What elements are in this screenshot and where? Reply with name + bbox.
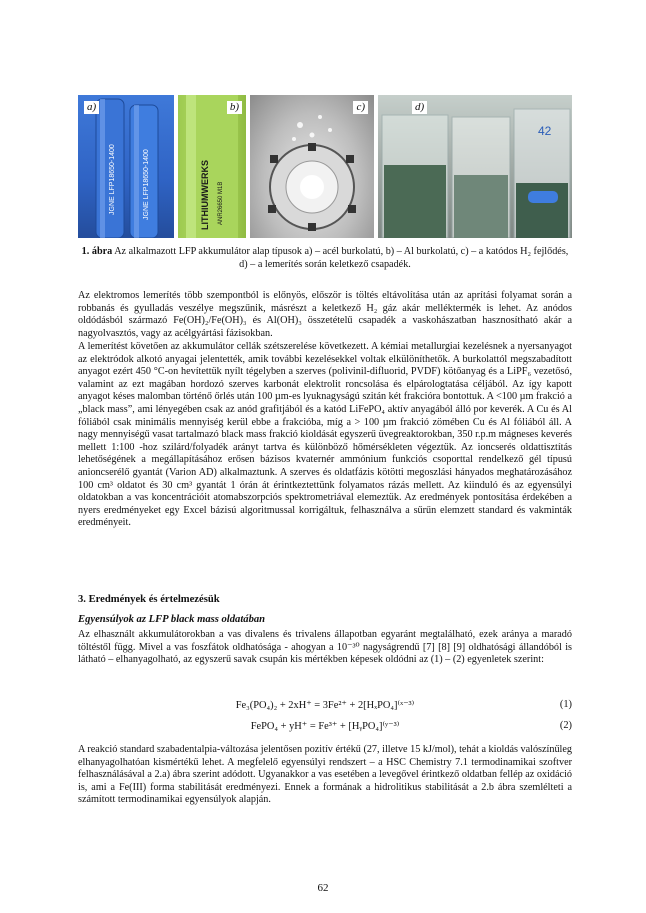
subsection-heading: Egyensúlyok az LFP black mass oldatában [78,614,266,625]
figure-1 [78,95,572,238]
paragraph-disassembly [78,341,572,530]
equation-2 [78,720,572,734]
paragraph-thermodynamics [78,744,572,807]
svg-text:JGNE LFP18650-1400: JGNE LFP18650-1400 [109,144,116,215]
equation-expression: FePO₄ + yH⁺ = Fe³⁺ + [HᵧPO₄]⁽ʸ⁻³⁾ [250,721,400,732]
panel-tag-c: c) [353,101,368,114]
hydrogen-evolution-illustration [250,95,374,238]
paragraph-text: Az elhasznált akkumulátorokban a vas divalens és trivalens állapotban egyaránt megtalálható, ezek aránya a maradó töltéstől függ. Mivel a vas foszfátok oldhatósága - ahogyan a 10⁻³⁰ nagyságrendű [7] [8] [9] oldhatósági állandóból is látható – elhanyagolható, az egyszerű savak csupán kis mértékben képesek oldódni az (1) – (2) egyenletek szerint: [78,629,572,666]
paragraph-discharge [78,290,572,340]
paragraph-text: A reakció standard szabadentalpia-változása jelentősen pozitív értékű (27, illetve 15 kJ/mol), tehát a kioldás valószínűleg elhanyagolhatóan kismértékű lehet. A megfelelő egyensúlyi rendszert – a HSC Chemistry 7.1 termodinamikai szoftver felhasználásával a 2.a) ábra szerint adódott. Ugyanakkor a vas esetében a levegővel érintkező oldatban fellép az oxidáció is, ami a Fe(III) forma stabilitását eredményezi. Ennek a formának a hidrolitikus stabilitását a 2.b ábra szemlélteti a számított termodinamikai egyensúlyok alapján. [78,744,572,806]
svg-text:ANR26650 M1B: ANR26650 M1B [218,181,224,225]
photo-precipitate-beakers [378,95,572,238]
caption-text: Az alkalmazott LFP akkumulátor alap típusok a) – acél burkolatú, b) – Al burkolatú, c) – a katódos H₂ fejlődés, d) – a lemerítés során keletkező csapadék. [112,246,569,270]
photo-cathodic-hydrogen [250,95,374,238]
svg-text:LITHIUMWERKS: LITHIUMWERKS [200,160,210,230]
beakers-illustration [378,95,572,238]
figure-caption [78,245,572,271]
photo-steel-cells [78,95,174,238]
steel-cells-illustration [78,95,174,238]
aluminium-cell-illustration [178,95,246,238]
panel-tag-b: b) [227,101,242,114]
equation-number: (2) [559,720,572,731]
page-number: 62 [317,882,329,894]
beaker-label: 42 [538,124,552,138]
equation-expression: Fe₃(PO₄)₂ + 2xH⁺ = 3Fe²⁺ + 2[HₓPO₄]⁽ˣ⁻³⁾ [235,700,415,711]
panel-tag-d: d) [412,101,427,114]
paragraph-text: Az elektromos lemerítés több szempontból is előnyös, először is töltés eltávolítása után az aprítási folyamat során a robbanás és gyulladás veszélye megszűnik, másrészt a keletkező H₂ gáz akár melléktermék is lehet. Az anódos oldódásból származó Fe(OH)₂/Fe(OH)₃ és Al(OH)₃ összetételű csapadék a vaskohászatban hasznosítható akár a nagyolvasztós, vagy az acélgyártási fázisokban. [78,290,572,339]
equation-number: (1) [559,699,572,710]
section-heading: 3. Eredmények és értelmezésük [78,594,220,605]
equation-1 [78,699,572,713]
panel-tag-a: a) [84,101,99,114]
photo-aluminium-cell [178,95,246,238]
paragraph-iron-phosphate [78,629,572,667]
paragraph-text: A lemerítést követően az akkumulátor cellák szétszerelése következett. A kémiai metallurgiai kezelésnek a nyersanyagot az elektródok alkotó anyagai jelentették, amik további kezelésekkel voltak elkülöníthetők. A burkolattól megszabadított anyagot ezért 450 °C-on hevítettük nyílt tégelyben a szerves (polivinil-difluorid, PVDF) kötőanyag és a LiPF₆ vezetősó, valamint az ezt magában hordozó szerves karbonát elektrolit roncsolása és elpárologtatása céljából. Az így kapott anyagot késes malomban történő őrlés után 100 µm-es lyuknagyságú szitán két frakcióra bontottuk. A <100 µm frakció a „black mass”, ami lényegében csak az anód grafitjából és a katód LiFePO₄ aktív anyagából álló por keverék. A Cu és Al fóliából csak minimális mennyiség kerül ebbe a frakcióba, míg a > 100 µm frakció zömében Cu és Al fóliából áll. A nagy mennyiségű vasat tartalmazó black mass frakció kioldását egyszerű üvegreaktorokban, 350 r.p.m mágneses keverés mellett 1:100 -hoz szilárd/folyadék arányt tartva és különböző hőmérsékleten végeztük. Az ioncserés oldattisztítás lehetőségének a megállapításához erősen bázisos kvaternér ammónium funkciós csoporttal rendelkező gél típusú anioncserélő gyantát (Varion AD) alkalmaztunk. A szerves és oldatfázis kötötti megoszlási hányados meghatározásához 100 cm³ oldatot és 30 cm³ gyantát 1 órán át érintkeztettünk folyamatos rázás mellett. Az kiinduló és az egyensúlyi oldatokban a vas koncentrációit atomabszorpciós spektrometriával elemeztük. Az eredmények pontosítása érdekében a nyers eredményeket egy Excel bázisú algoritmussal korrigáltuk, felhasználva a sűrűn elemzett standard és vakminták eredményeit. [78,341,572,529]
svg-text:JGNE LFP18650-1400: JGNE LFP18650-1400 [143,149,150,220]
caption-label: 1. ábra [81,246,113,257]
